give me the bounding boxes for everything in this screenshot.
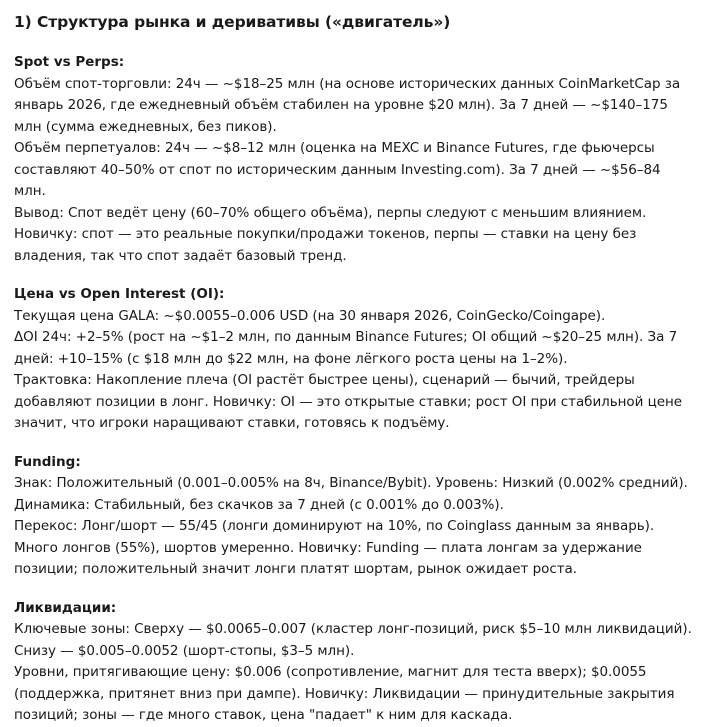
paragraph-interpretation: Трактовка: Накопление плеча (OI растёт быстрее цены), сценарий — бычий, трейдеры добавляют позиции в лонг. Новичку: OI — это открытые ставки; рост OI при стабильной цене значит, что игроки наращивают ставки, готовясь к подъёму. (14, 372, 683, 431)
paragraph-conclusion: Вывод: Спот ведёт цену (60–70% общего объёма), перпы следуют с меньшим влиянием. Новичку: спот — это реальные покупки/продажи токенов, перпы — ставки на цену без владения, так что спот задаёт базовый тренд. (14, 204, 647, 264)
paragraph-attracting-levels: Уровни, притягивающие цену: $0.006 (сопротивление, магнит для теста вверх); $0.0055 (поддержка, притянет вниз при дампе). Новичку: Ликвидации — принудительные закрытия позиций; зоны — где много ставок, цена "падает" к ним для каскада. (14, 664, 675, 723)
document-title: 1) Структура рынка и деривативы («двигатель») (14, 13, 451, 31)
paragraph-delta-oi: ΔOI 24ч: +2–5% (рост на ~$1–2 млн, по данным Binance Futures; OI общий ~$20–25 млн). За 7 дней: +10–15% (с $18 млн до $22 млн, на фоне лёгкого роста цены на 1–2%). (14, 329, 678, 367)
paragraph-long-short-skew: Перекос: Лонг/шорт — 55/45 (лонги доминируют на 10%, по Coinglass данным за январь). Много лонгов (55%), шортов умеренно. Новичку: Funding — плата лонгам за удержание позиции; положительный значит лонги платят шортам, рынок ожидает роста. (14, 518, 655, 577)
paragraph-spot-volume: Объём спот-торговли: 24ч — ~$18–25 млн (на основе исторических данных CoinMarketCap за январь 2026, где ежедневный объём стабилен на уровне $20 млн). За 7 дней — ~$140–175 млн (сумма ежедневных, без пиков). (14, 75, 681, 135)
section-price-vs-oi (14, 284, 694, 435)
section-heading: Funding: (14, 453, 81, 470)
section-spot-vs-perps (14, 52, 694, 267)
paragraph-key-zones: Ключевые зоны: Сверху — $0.0065–0.007 (кластер лонг-позиций, риск $5–10 млн ликвидаций). Снизу — $0.005–0.0052 (шорт-стопы, $3–5 млн). (14, 621, 692, 659)
section-heading: Ликвидации: (14, 599, 117, 616)
paragraph-current-price: Текущая цена GALA: ~$0.0055–0.006 USD (на 30 января 2026, CoinGecko/Coingape). (14, 307, 606, 324)
paragraph-perp-volume: Объём перпетуалов: 24ч — ~$8–12 млн (оценка на MEXC и Binance Futures, где фьючерсы составляют 40–50% от спот по историческим данным Investing.com). За 7 дней — ~$56–84 млн. (14, 140, 661, 199)
paragraph-funding-sign: Знак: Положительный (0.001–0.005% на 8ч, Binance/Bybit). Уровень: Низкий (0.002% средний). Динамика: Стабильный, без скачков за 7 дней (с 0.001% до 0.003%). (14, 475, 688, 513)
section-liquidations (14, 598, 694, 727)
section-funding (14, 452, 694, 581)
section-heading: Spot vs Perps: (14, 54, 125, 70)
section-heading: Цена vs Open Interest (OI): (14, 286, 225, 302)
